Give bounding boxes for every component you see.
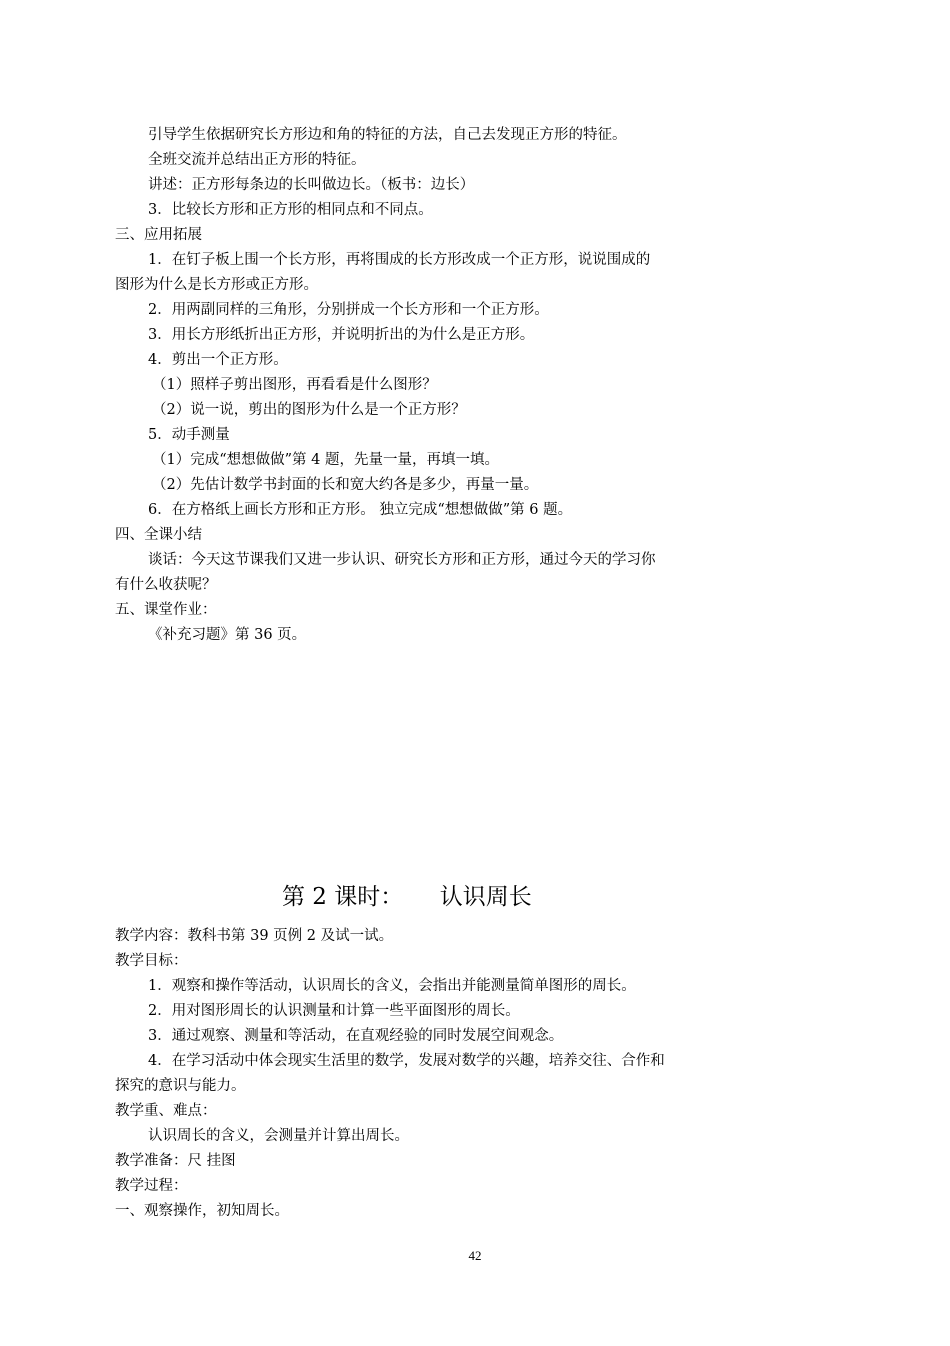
section-heading: 三、应用拓展: [115, 227, 202, 243]
text-line: 引导学生依据研究长方形边和角的特征的方法，自己去发现正方形的特征。: [148, 127, 627, 143]
text-line: 4．剪出一个正方形。: [148, 352, 288, 368]
text-line: （1）完成“想想做做”第 4 题，先量一量，再填一填。: [152, 452, 499, 468]
text-line: 1．在钉子板上围一个长方形，再将围成的长方形改成一个正方形，说说围成的: [148, 252, 651, 268]
text-line: 5．动手测量: [148, 427, 230, 443]
text-line: 教学准备：尺 挂图: [115, 1153, 236, 1169]
text-line: 讲述：正方形每条边的长叫做边长。（板书：边长）: [148, 177, 475, 193]
text-line: 2．用两副同样的三角形，分别拼成一个长方形和一个正方形。: [148, 302, 549, 318]
text-line: 6．在方格纸上画长方形和正方形。 独立完成“想想做做”第 6 题。: [148, 502, 573, 518]
text-line: 图形为什么是长方形或正方形。: [115, 277, 318, 293]
text-line: 认识周长的含义，会测量并计算出周长。: [148, 1128, 409, 1144]
text-line: 谈话：今天这节课我们又进一步认识、研究长方形和正方形，通过今天的学习你: [148, 552, 656, 568]
text-line: 探究的意识与能力。: [115, 1078, 246, 1094]
text-line: 3．通过观察、测量和等活动，在直观经验的同时发展空间观念。: [148, 1028, 564, 1044]
text-line: 1．观察和操作等活动，认识周长的含义，会指出并能测量简单图形的周长。: [148, 978, 636, 994]
section-heading: 四、全课小结: [115, 527, 202, 543]
text-line: 全班交流并总结出正方形的特征。: [148, 152, 366, 168]
text-line: 3．用长方形纸折出正方形，并说明折出的为什么是正方形。: [148, 327, 535, 343]
text-line: 3．比较长方形和正方形的相同点和不同点。: [148, 202, 433, 218]
text-line: 教学内容：教科书第 39 页例 2 及试一试。: [115, 928, 394, 944]
text-line: （2）先估计数学书封面的长和宽大约各是多少，再量一量。: [152, 477, 539, 493]
text-line: 2．用对图形周长的认识测量和计算一些平面图形的周长。: [148, 1003, 520, 1019]
section-heading: 教学过程：: [115, 1178, 188, 1194]
section-heading: 教学目标：: [115, 953, 188, 969]
text-line: 有什么收获呢？: [115, 577, 217, 593]
page-number: 42: [468, 1248, 482, 1263]
section-heading: 教学重、难点：: [115, 1103, 217, 1119]
text-line: （2）说一说，剪出的图形为什么是一个正方形？: [152, 402, 466, 418]
text-line: （1）照样子剪出图形，再看看是什么图形？: [152, 377, 437, 393]
lesson-title: 第 2 课时： 认识周长: [282, 884, 532, 910]
section-heading: 一、观察操作，初知周长。: [115, 1203, 289, 1219]
text-line: 《补充习题》第 36 页。: [148, 627, 307, 643]
section-heading: 五、课堂作业：: [115, 602, 217, 618]
text-line: 4．在学习活动中体会现实生活里的数学，发展对数学的兴趣，培养交往、合作和: [148, 1053, 665, 1069]
